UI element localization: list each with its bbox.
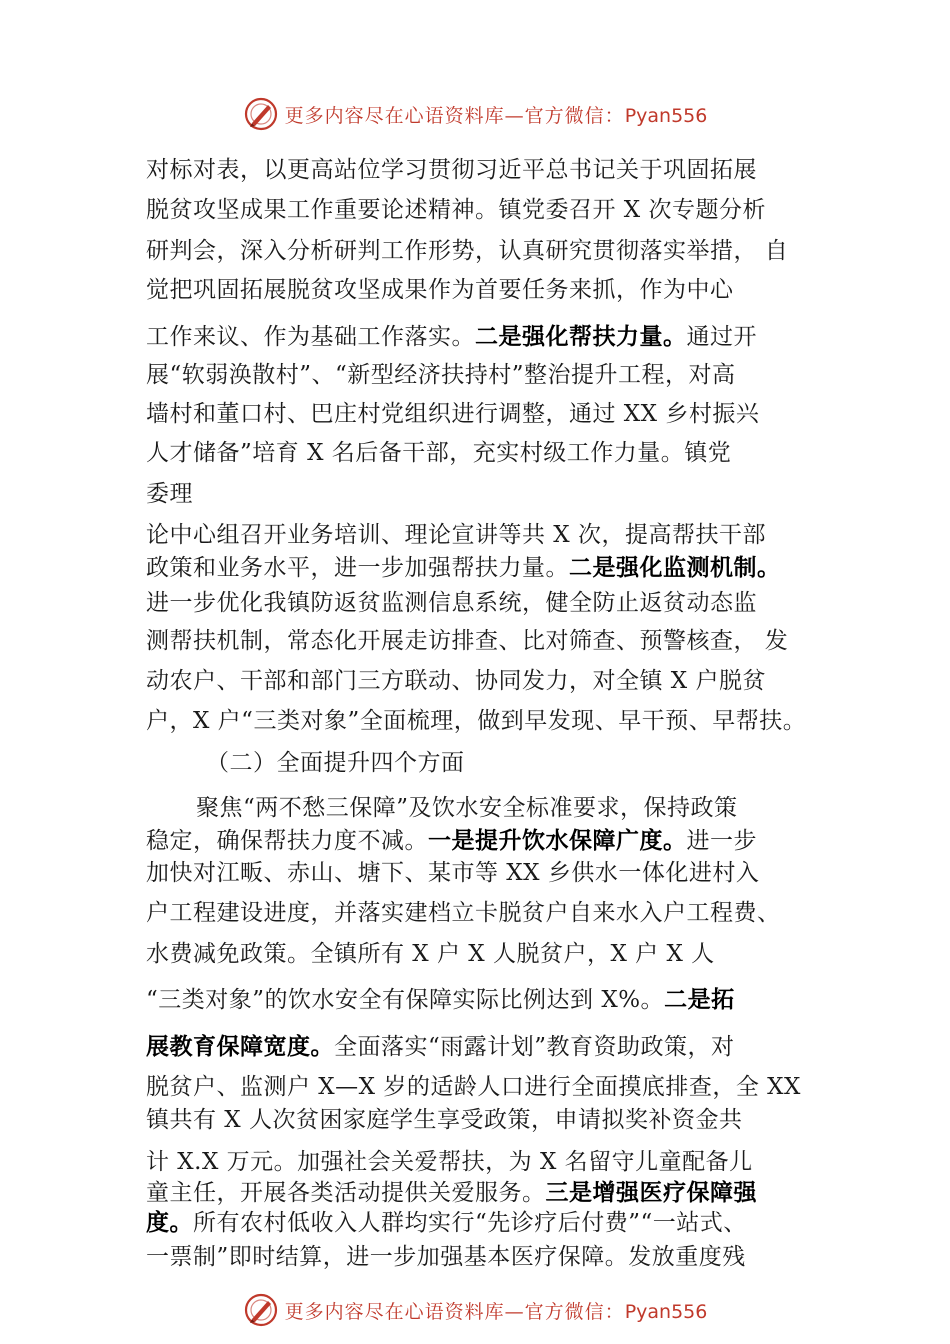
text-line <box>146 553 781 583</box>
watermark-banner-bottom <box>0 1288 950 1332</box>
text-line <box>146 666 766 696</box>
bold-heading: 一是提升饮水保障广度。 <box>428 828 687 854</box>
text-segment: 进一步优化我镇防返贫监测信息系统，健全防止返贫动态监 <box>146 590 757 616</box>
text-segment: 户，X 户“三类对象”全面梳理，做到早发现、早干预、早帮扶。 <box>146 708 807 734</box>
text-segment: 对标对表，以更高站位学习贯彻习近平总书记关于巩固拓展 <box>146 157 757 183</box>
bold-heading: 二是拓 <box>664 987 735 1013</box>
text-line <box>146 322 757 352</box>
text-line <box>146 1178 757 1208</box>
text-segment: 脱贫户、监测户 X—X 岁的适龄人口进行全面摸底排查，全 XX <box>146 1074 801 1100</box>
text-line <box>146 1105 743 1135</box>
text-line <box>146 399 759 429</box>
pen-logo-icon <box>243 96 279 132</box>
text-segment: “三类对象”的饮水安全有保障实际比例达到 X%。 <box>146 987 665 1013</box>
text-segment: 展“软弱涣散村”、“新型经济扶持村”整治提升工程，对高 <box>146 362 736 388</box>
text-segment: 所有农村低收入人群均实行“先诊疗后付费”“一站式、 <box>193 1210 747 1236</box>
text-line <box>146 479 193 509</box>
text-line <box>146 898 781 928</box>
watermark-text: 更多内容尽在心语资料库—官方微信：Pyan556 <box>284 104 708 127</box>
text-segment: 测帮扶机制，常态化开展走访排查、比对筛查、预警核查， 发 <box>146 628 789 654</box>
text-line <box>146 1208 747 1238</box>
text-segment: 论中心组召开业务培训、理论宣讲等共 X 次，提高帮扶干部 <box>146 522 766 548</box>
text-line <box>146 939 715 969</box>
text-line <box>146 520 766 550</box>
text-line <box>146 1242 746 1272</box>
text-segment: 加快对江畈、赤山、塘下、某市等 XX 乡供水一体化进村入 <box>146 860 760 886</box>
bold-heading: 展教育保障宽度。 <box>146 1034 334 1060</box>
text-line <box>196 793 738 823</box>
bold-heading: 二是强化帮扶力量。 <box>475 324 687 350</box>
text-line <box>146 195 766 225</box>
text-segment: 工作来议、作为基础工作落实。 <box>146 324 475 350</box>
bold-heading: 二是强化监测机制。 <box>569 555 781 581</box>
text-line <box>146 1072 801 1102</box>
text-segment: 委理 <box>146 481 193 507</box>
text-segment: 计 X.X 万元。加强社会关爱帮扶，为 X 名留守儿童配备儿 <box>146 1149 753 1175</box>
text-segment: 童主任，开展各类活动提供关爱服务。 <box>146 1180 546 1206</box>
bold-heading: 度。 <box>146 1210 193 1236</box>
bold-heading: 三是增强医疗保障强 <box>545 1180 757 1206</box>
text-line <box>146 360 736 390</box>
text-segment: 进一步 <box>686 828 757 854</box>
text-line <box>146 236 788 266</box>
text-segment: 觉把巩固拓展脱贫攻坚成果作为首要任务来抓，作为中心 <box>146 277 734 303</box>
text-line <box>146 626 788 656</box>
text-segment: 镇共有 X 人次贫困家庭学生享受政策，申请拟奖补资金共 <box>146 1107 743 1133</box>
text-line <box>146 438 731 468</box>
text-line <box>146 588 757 618</box>
text-segment: 户工程建设进度，并落实建档立卡脱贫户自来水入户工程费、 <box>146 900 781 926</box>
text-segment: 人才储备”培育 X 名后备干部，充实村级工作力量。镇党 <box>146 440 732 466</box>
text-segment: 一票制”即时结算，进一步加强基本医疗保障。发放重度残 <box>146 1244 746 1270</box>
text-segment: 墙村和董口村、巴庄村党组织进行调整，通过 XX 乡村振兴 <box>146 401 760 427</box>
text-segment: 动农户、干部和部门三方联动、协同发力，对全镇 X 户脱贫 <box>146 668 766 694</box>
text-line <box>146 858 759 888</box>
text-line <box>146 706 806 736</box>
watermark-banner-top <box>0 92 950 136</box>
text-segment: 全面落实“雨露计划”教育资助政策，对 <box>334 1034 735 1060</box>
text-segment: 研判会，深入分析研判工作形势，认真研究贯彻落实举措， 自 <box>146 238 789 264</box>
text-line <box>146 1032 735 1062</box>
text-line <box>146 1147 753 1177</box>
text-segment: 政策和业务水平，进一步加强帮扶力量。 <box>146 555 569 581</box>
text-line <box>146 155 757 185</box>
text-line <box>146 275 734 305</box>
text-segment: 通过开 <box>686 324 757 350</box>
text-segment: 水费减免政策。全镇所有 X 户 X 人脱贫户，X 户 X 人 <box>146 941 715 967</box>
text-segment: 聚焦“两不愁三保障”及饮水安全标准要求，保持政策 <box>196 795 738 821</box>
text-line <box>146 985 735 1015</box>
text-segment: 稳定，确保帮扶力度不减。 <box>146 828 428 854</box>
text-line <box>206 748 465 778</box>
pen-logo-icon <box>243 1292 279 1328</box>
text-segment: （二）全面提升四个方面 <box>206 750 465 776</box>
text-segment: 脱贫攻坚成果工作重要论述精神。镇党委召开 X 次专题分析 <box>146 197 766 223</box>
watermark-text: 更多内容尽在心语资料库—官方微信：Pyan556 <box>284 1300 708 1323</box>
text-line <box>146 826 757 856</box>
